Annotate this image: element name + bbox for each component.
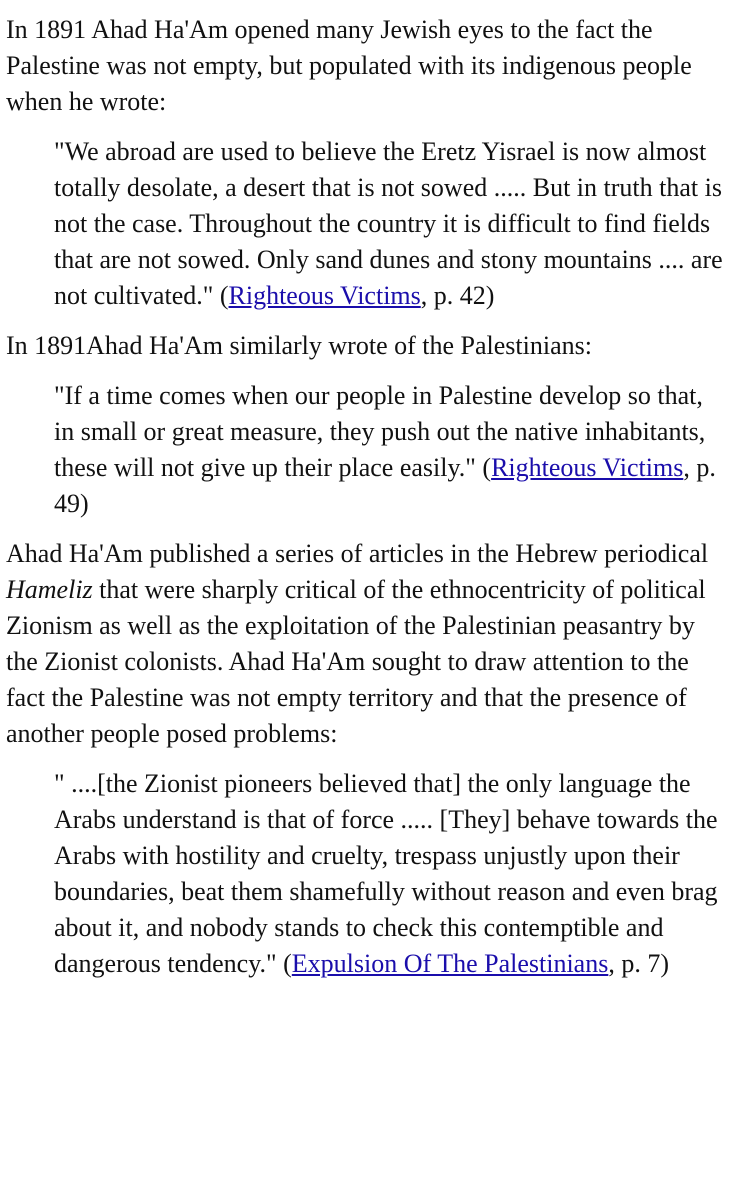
quote-zionist-pioneers [54, 766, 724, 982]
righteous-victims-link-1[interactable]: Righteous Victims [228, 281, 421, 310]
quote-eretz-yisrael-text: "We abroad are used to believe the Eretz Yisrael is now almost totally desolate, a desert that is not sowed ..... But in truth that is not the case. Throughout the country it is difficult to find fields that are not sowed. Only sand dunes and stony mountains .... are not cultivated." ( [54, 137, 723, 310]
paragraph-hameliz [6, 536, 724, 752]
paragraph-hameliz-text-before: Ahad Ha'Am published a series of articles in the Hebrew periodical [6, 539, 709, 568]
righteous-victims-link-2[interactable]: Righteous Victims [491, 453, 684, 482]
paragraph-intro-text: In 1891 Ahad Ha'Am opened many Jewish eyes to the fact the Palestine was not empty, but populated with its indigenous people when he wrote: [6, 15, 692, 116]
paragraph-similarly [6, 328, 724, 364]
paragraph-similarly-text: In 1891Ahad Ha'Am similarly wrote of the Palestinians: [6, 331, 592, 360]
quote-zionist-pioneers-text: " ....[the Zionist pioneers believed that] the only language the Arabs understand is that of force ..... [They] behave towards the Arabs with hostility and cruelty, trespass unjustly upon their boundaries, beat them shamefully without reason and even brag about it, and nobody stands to check this contemptible and dangerous tendency." ( [54, 769, 718, 978]
quote-native-inhabitants-citation: , p. 49) [54, 453, 716, 518]
periodical-title-hameliz: Hameliz [6, 575, 93, 604]
quote-zionist-pioneers-citation: , p. 7) [608, 949, 670, 978]
quote-eretz-yisrael-citation: , p. 42) [420, 281, 495, 310]
paragraph-intro [6, 12, 724, 120]
quote-native-inhabitants-text: "If a time comes when our people in Palestine develop so that, in small or great measure, they push out the native inhabitants, these will not give up their place easily." ( [54, 381, 706, 482]
expulsion-of-the-palestinians-link[interactable]: Expulsion Of The Palestinians [291, 949, 609, 978]
quote-eretz-yisrael [54, 134, 724, 314]
paragraph-hameliz-text-after: that were sharply critical of the ethnocentricity of political Zionism as well as the exploitation of the Palestinian peasantry by the Zionist colonists. Ahad Ha'Am sought to draw attention to the fact the Palestine was not empty territory and that the presence of another people posed problems: [6, 575, 706, 748]
quote-native-inhabitants [54, 378, 724, 522]
